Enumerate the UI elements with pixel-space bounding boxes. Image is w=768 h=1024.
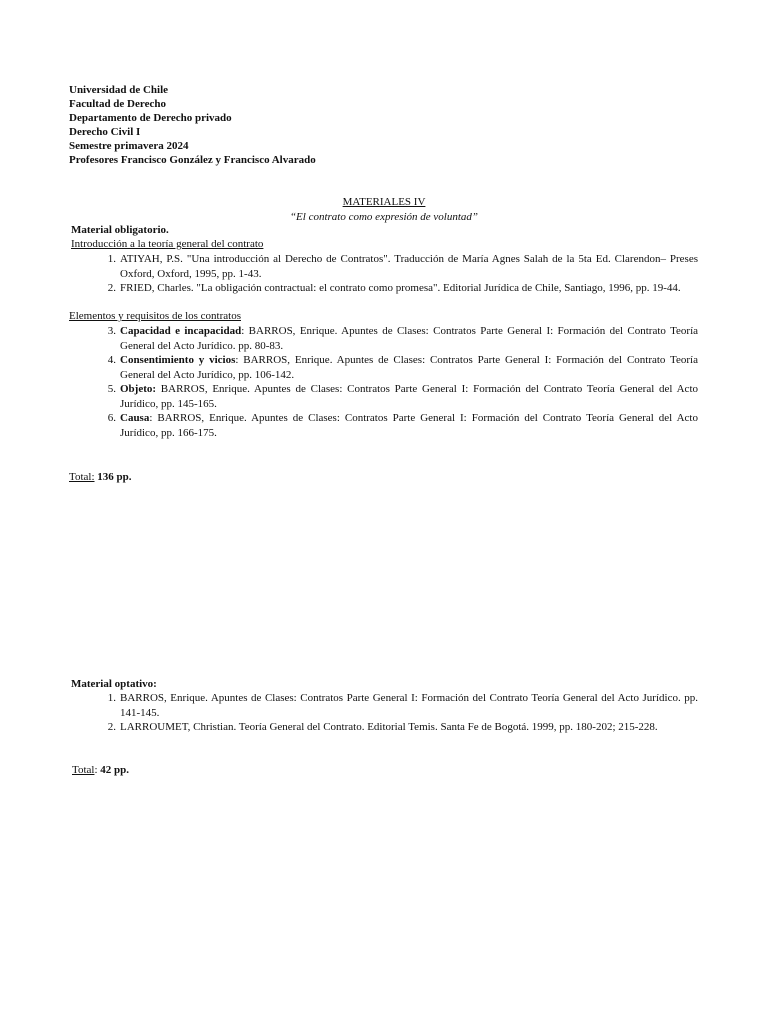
- total-label: Total:: [69, 471, 95, 483]
- title-subtitle: “El contrato como expresión de voluntad”: [289, 210, 479, 223]
- course-name: Derecho Civil I: [69, 126, 141, 138]
- item-text: ATIYAH, P.S. "Una introducción al Derecho de Contratos". Traducción de María Agnes Salah de la 5ta Ed. Clarendon– Preses Oxford, Oxford, 1995, pp. 1-43.: [120, 253, 698, 280]
- department-name: Departamento de Derecho privado: [69, 112, 232, 124]
- item-text: BARROS, Enrique. Apuntes de Clases: Contratos Parte General I: Formación del Contrato Teoría General del Acto Jurídico. pp. 141-145.: [120, 692, 698, 719]
- list-item: [107, 324, 699, 353]
- list-item: [107, 691, 698, 720]
- total-label: Total: [72, 764, 95, 776]
- mandatory-total: [69, 470, 132, 485]
- item-number: 1.: [107, 253, 116, 265]
- item-number: 4.: [107, 354, 116, 366]
- mandatory-label: Material obligatorio.: [71, 224, 169, 236]
- list-item: [107, 411, 698, 440]
- list-item: [107, 252, 698, 281]
- section-heading-elements: Elementos y requisitos de los contratos: [69, 310, 241, 322]
- total-value: 42 pp.: [100, 764, 130, 776]
- item-text: : BARROS, Enrique. Apuntes de Clases: Contratos Parte General I: Formación del Contrato Teoría General del Acto Jurídico. pp. 80-83.: [120, 325, 699, 352]
- list-item: [107, 720, 698, 735]
- item-number: 2.: [107, 721, 116, 733]
- item-number: 5.: [107, 383, 116, 395]
- title-main: MATERIALES IV: [342, 196, 426, 208]
- list-item: [107, 281, 698, 296]
- list-item: [107, 353, 698, 382]
- university-name: Universidad de Chile: [69, 84, 169, 96]
- total-value: 136 pp.: [97, 471, 132, 483]
- item-text: FRIED, Charles. "La obligación contractual: el contrato como promesa". Editorial Jurídica de Chile, Santiago, 1996, pp. 19-44.: [120, 282, 681, 294]
- item-text: : BARROS, Enrique. Apuntes de Clases: Contratos Parte General I: Formación del Contrato Teoría General del Acto Jurídico, pp. 106-142.: [120, 354, 698, 381]
- item-number: 6.: [107, 412, 116, 424]
- item-topic: Consentimiento y vicios: [120, 354, 236, 366]
- list-item: [107, 382, 698, 411]
- item-topic: Objeto:: [120, 383, 157, 395]
- section-heading-intro: Introducción a la teoría general del contrato: [71, 238, 264, 250]
- document-title: [69, 195, 699, 224]
- faculty-name: Facultad de Derecho: [69, 98, 166, 110]
- course-header: [69, 83, 316, 167]
- item-number: 1.: [107, 692, 116, 704]
- item-text: : BARROS, Enrique. Apuntes de Clases: Contratos Parte General I: Formación del Contrato Teoría General del Acto Jurídico, pp. 166-175.: [120, 412, 698, 439]
- item-number: 3.: [107, 325, 116, 337]
- item-number: 2.: [107, 282, 116, 294]
- item-text: BARROS, Enrique. Apuntes de Clases: Contratos Parte General I: Formación del Contrato Teoría General del Acto Jurídico, pp. 145-165.: [120, 383, 698, 410]
- semester: Semestre primavera 2024: [69, 140, 189, 152]
- item-topic: Capacidad e incapacidad: [120, 325, 242, 337]
- professors: Profesores Francisco González y Francisco Alvarado: [69, 154, 316, 166]
- optional-total: Total: 42 pp.: [72, 764, 130, 776]
- optional-label: Material optativo:: [71, 678, 157, 690]
- item-topic: Causa: [120, 412, 150, 424]
- item-text: LARROUMET, Christian. Teoría General del Contrato. Editorial Temis. Santa Fe de Bogotá. 1999, pp. 180-202; 215-228.: [120, 721, 658, 733]
